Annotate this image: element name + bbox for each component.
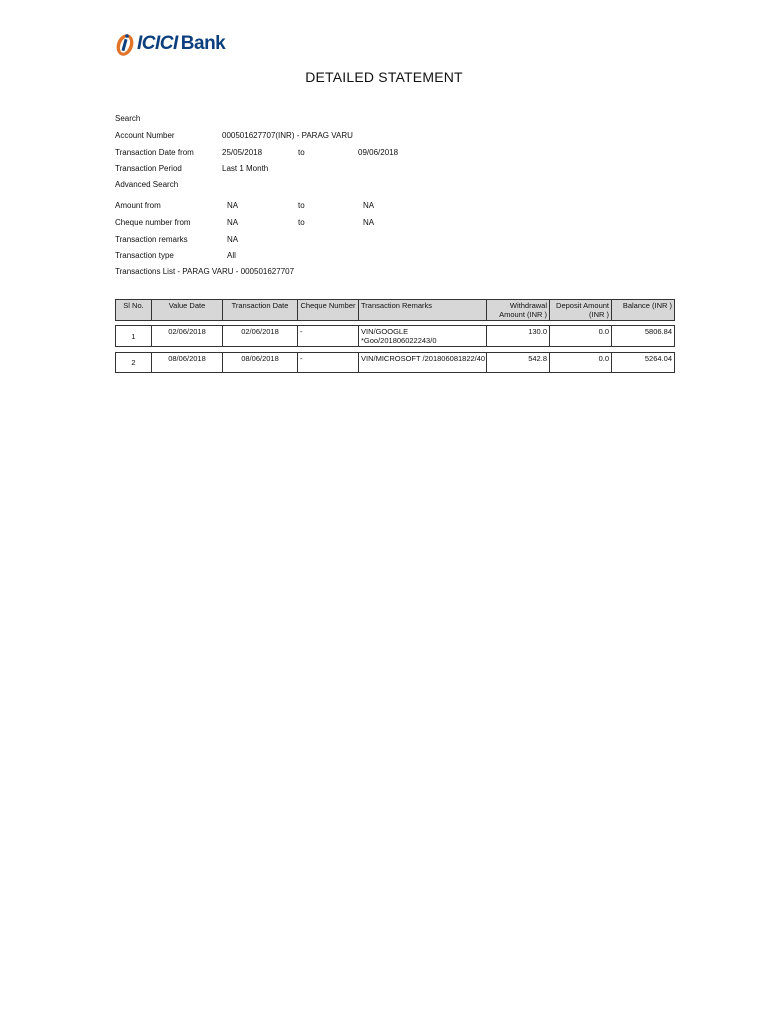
header-balance: Balance (INR ) <box>612 300 675 321</box>
cell-withdrawal: 542.8 <box>487 353 550 373</box>
amount-to-label: to <box>298 201 305 210</box>
cheque-from-value: NA <box>227 218 239 227</box>
cell-remarks: VIN/MICROSOFT /201806081822/40 <box>359 353 487 373</box>
header-remarks: Transaction Remarks <box>359 300 487 321</box>
txn-date-from-label: Transaction Date from <box>115 148 194 157</box>
txn-type-label: Transaction type <box>115 251 174 260</box>
logo-text: ICICI <box>137 33 178 54</box>
txn-period-label: Transaction Period <box>115 164 182 173</box>
cell-deposit: 0.0 <box>550 326 612 347</box>
txn-period-value: Last 1 Month <box>222 164 269 173</box>
account-number-value: 000501627707(INR) - PARAG VARU <box>222 131 353 140</box>
header-withdrawal: Withdrawal Amount (INR ) <box>487 300 550 321</box>
cheque-to-label: to <box>298 218 305 227</box>
cell-sno: 2 <box>116 353 152 373</box>
cell-remarks: VIN/GOOGLE *Goo/201806022243/0 <box>359 326 487 347</box>
header-sno: Sl No. <box>116 300 152 321</box>
cell-txn-date: 02/06/2018 <box>223 326 298 347</box>
cell-withdrawal: 130.0 <box>487 326 550 347</box>
logo-bank-text: Bank <box>180 33 226 54</box>
amount-to-value: NA <box>363 201 375 210</box>
cell-txn-date: 08/06/2018 <box>223 353 298 373</box>
header-deposit: Deposit Amount (INR ) <box>550 300 612 321</box>
header-txn-date: Transaction Date <box>223 300 298 321</box>
amount-from-label: Amount from <box>115 201 161 210</box>
amount-from-value: NA <box>227 201 239 210</box>
cheque-from-label: Cheque number from <box>115 218 191 227</box>
cell-cheque: - <box>298 326 359 347</box>
cell-balance: 5806.84 <box>612 326 675 347</box>
icici-bank-logo <box>115 28 225 60</box>
cell-value-date: 08/06/2018 <box>152 353 223 373</box>
cell-deposit: 0.0 <box>550 353 612 373</box>
txn-list-label: Transactions List - PARAG VARU - 000501627707 <box>115 267 295 276</box>
cell-cheque: - <box>298 353 359 373</box>
page-title: DETAILED STATEMENT <box>305 69 463 85</box>
txn-date-from-value: 25/05/2018 <box>222 148 263 157</box>
txn-date-to-label: to <box>298 148 305 157</box>
txn-type-value: All <box>227 251 236 260</box>
cell-balance: 5264.04 <box>612 353 675 373</box>
statement-table-header <box>115 299 675 321</box>
txn-date-to-value: 09/06/2018 <box>358 148 399 157</box>
table-row <box>115 352 675 373</box>
cell-sno: 1 <box>116 326 152 347</box>
header-cheque-number: Cheque Number <box>298 300 359 321</box>
table-row <box>115 325 675 347</box>
icici-logo-icon <box>115 31 135 57</box>
search-label: Search <box>115 114 141 123</box>
remarks-label: Transaction remarks <box>115 235 188 244</box>
remarks-value: NA <box>227 235 239 244</box>
cell-value-date: 02/06/2018 <box>152 326 223 347</box>
cheque-to-value: NA <box>363 218 375 227</box>
advanced-search-label: Advanced Search <box>115 180 179 189</box>
account-number-label: Account Number <box>115 131 175 140</box>
header-value-date: Value Date <box>152 300 223 321</box>
